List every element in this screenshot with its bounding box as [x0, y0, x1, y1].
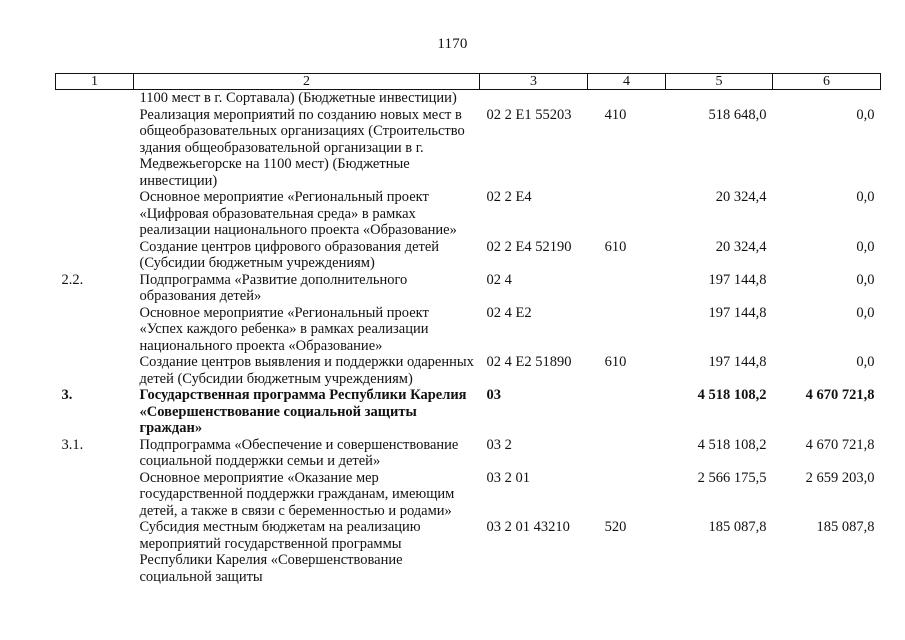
row-name-cell: Основное мероприятие «Региональный проект «Успех каждого ребенка» в рамках реализации национального проекта «Образование» [139, 304, 429, 354]
row-number-cell [56, 354, 134, 387]
column-header: 3 [480, 74, 588, 90]
row-amount-2-cell: 0,0 [856, 354, 875, 370]
row-expense-type-cell: 610 [604, 238, 627, 255]
row-expense-type-cell [588, 437, 666, 470]
row-number-cell: 3. [61, 387, 73, 403]
row-code-cell: 03 2 01 43210 [486, 519, 570, 535]
row-amount-2-cell: 4 670 721,8 [805, 436, 875, 453]
row-amount-2-cell: 0,0 [856, 304, 875, 321]
table-row [56, 437, 881, 470]
row-name-cell: Создание центров цифрового образования детей (Субсидии бюджетным учреждениям) [139, 238, 440, 271]
row-code-cell: 03 2 [486, 436, 512, 453]
row-amount-2-cell: 4 670 721,8 [805, 387, 875, 403]
row-number-cell [56, 107, 134, 190]
table-row [56, 519, 881, 585]
row-code-cell: 03 [486, 387, 501, 403]
table-row [56, 239, 881, 272]
row-expense-type-cell [588, 272, 666, 305]
row-number-cell [56, 90, 134, 107]
row-expense-type-cell [588, 189, 666, 239]
row-expense-type-cell [588, 470, 666, 520]
row-name-cell: Основное мероприятие «Оказание мер государственной поддержки гражданам, имеющим детей, а также в связи с беременностью и родами» [139, 469, 455, 519]
row-name-cell: Основное мероприятие «Региональный проект «Цифровая образовательная среда» в рамках реализации национального проекта «Образование» [139, 189, 457, 238]
row-name-cell: Субсидия местным бюджетам на реализацию мероприятий государственной программы Республики Карелия «Совершенствование социальной защиты [139, 519, 421, 585]
row-amount-1-cell: 4 518 108,2 [697, 436, 767, 453]
row-amount-1-cell: 2 566 175,5 [697, 469, 767, 486]
column-header: 1 [56, 74, 134, 90]
row-amount-1-cell: 4 518 108,2 [697, 387, 767, 403]
row-amount-2-cell: 185 087,8 [816, 519, 875, 535]
column-header: 6 [773, 74, 881, 90]
page-number: 1170 [437, 36, 468, 52]
table-row [56, 90, 881, 107]
row-name-cell: Создание центров выявления и поддержки одаренных детей (Субсидии бюджетным учреждениям) [139, 354, 474, 387]
row-name-cell: Реализация мероприятий по созданию новых мест в общеобразовательных организациях (Строительство здания общеобразовательной организации в г. Медвежьегорске на 1100 мест) (Бюджетные инвестиции) [139, 106, 465, 189]
row-number-cell [56, 470, 134, 520]
row-name-cell: Подпрограмма «Развитие дополнительного образования детей» [139, 271, 408, 304]
row-code-cell: 03 2 01 [486, 469, 530, 486]
row-code-cell: 02 2 E4 [486, 189, 532, 205]
row-expense-type-cell [588, 90, 666, 107]
row-amount-1-cell: 197 144,8 [708, 354, 767, 370]
row-name-cell: Государственная программа Республики Карелия «Совершенствование социальной защиты граждан» [139, 387, 467, 436]
row-expense-type-cell: 410 [604, 106, 627, 123]
row-amount-1-cell: 518 648,0 [708, 106, 767, 123]
table-row [56, 354, 881, 387]
row-code-cell: 02 4 E2 51890 [486, 354, 572, 370]
column-number-header-row [56, 74, 881, 90]
row-amount-2-cell: 0,0 [856, 189, 875, 205]
column-header: 5 [666, 74, 773, 90]
table-row [56, 272, 881, 305]
table-row [56, 107, 881, 190]
row-code-cell: 02 4 [486, 271, 512, 288]
row-amount-1-cell [666, 90, 773, 107]
row-number-cell: 3.1. [61, 436, 84, 453]
row-amount-2-cell: 0,0 [856, 238, 875, 255]
row-number-cell [56, 239, 134, 272]
row-amount-2-cell: 0,0 [856, 106, 875, 123]
table-row [56, 387, 881, 437]
row-code-cell: 02 2 E4 52190 [486, 238, 572, 255]
row-name-cell: Подпрограмма «Обеспечение и совершенствование социальной поддержки семьи и детей» [139, 436, 459, 469]
column-header: 4 [588, 74, 666, 90]
row-number-cell [56, 519, 134, 585]
row-amount-1-cell: 20 324,4 [715, 238, 767, 255]
table-row [56, 189, 881, 239]
row-amount-1-cell: 197 144,8 [708, 304, 767, 321]
budget-table [55, 73, 881, 585]
row-amount-2-cell: 2 659 203,0 [805, 469, 875, 486]
row-amount-2-cell: 0,0 [856, 271, 875, 288]
row-code-cell [480, 90, 588, 107]
row-amount-1-cell: 185 087,8 [708, 519, 767, 535]
row-code-cell: 02 2 E1 55203 [486, 106, 572, 123]
row-name-cell: 1100 мест в г. Сортавала) (Бюджетные инвестиции) [139, 90, 457, 106]
row-expense-type-cell [588, 305, 666, 355]
table-row [56, 470, 881, 520]
row-expense-type-cell [588, 387, 666, 437]
table-body [56, 90, 881, 586]
row-amount-1-cell: 197 144,8 [708, 271, 767, 288]
row-amount-1-cell: 20 324,4 [715, 189, 767, 205]
row-number-cell: 2.2. [61, 271, 84, 288]
row-expense-type-cell: 520 [604, 519, 627, 535]
row-code-cell: 02 4 E2 [486, 304, 532, 321]
column-header: 2 [134, 74, 480, 90]
table-row [56, 305, 881, 355]
row-number-cell [56, 189, 134, 239]
row-number-cell [56, 305, 134, 355]
row-expense-type-cell: 610 [604, 354, 627, 370]
row-amount-2-cell [773, 90, 881, 107]
